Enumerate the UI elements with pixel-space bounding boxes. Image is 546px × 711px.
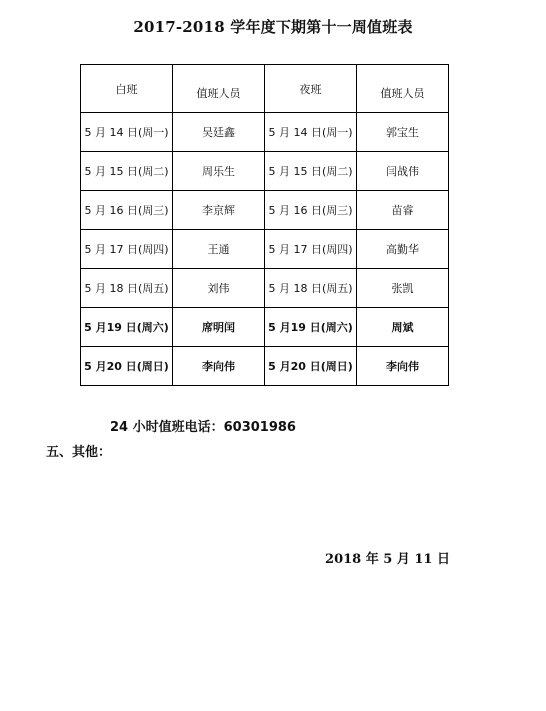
duty-schedule-table bbox=[80, 64, 449, 386]
night-person-cell: 周斌 bbox=[357, 308, 449, 347]
table-row bbox=[81, 308, 449, 347]
duty-phone-line: 24 小时值班电话：60301986 bbox=[110, 420, 296, 435]
table-header-row bbox=[81, 65, 449, 113]
night-person-cell: 李向伟 bbox=[357, 347, 449, 386]
day-person-cell: 席明闰 bbox=[173, 308, 265, 347]
day-person-cell: 刘伟 bbox=[173, 269, 265, 308]
day-date-cell: 5 月 14 日(周一) bbox=[81, 113, 173, 152]
table-row bbox=[81, 230, 449, 269]
night-date-cell: 5 月 15 日(周二) bbox=[265, 152, 357, 191]
day-date-cell: 5 月 17 日(周四) bbox=[81, 230, 173, 269]
header-day-staff: 值班人员 bbox=[173, 65, 265, 113]
day-person-cell: 李京辉 bbox=[173, 191, 265, 230]
night-date-cell: 5 月 16 日(周三) bbox=[265, 191, 357, 230]
day-date-cell: 5 月 15 日(周二) bbox=[81, 152, 173, 191]
night-date-cell: 5 月 14 日(周一) bbox=[265, 113, 357, 152]
other-section-heading: 五、其他： bbox=[46, 445, 112, 460]
night-person-cell: 闫战伟 bbox=[357, 152, 449, 191]
night-date-cell: 5 月19 日(周六) bbox=[265, 308, 357, 347]
table-row bbox=[81, 347, 449, 386]
header-day-shift: 白班 bbox=[81, 65, 173, 113]
night-date-cell: 5 月20 日(周日) bbox=[265, 347, 357, 386]
night-person-cell: 苗睿 bbox=[357, 191, 449, 230]
night-person-cell: 张凯 bbox=[357, 269, 449, 308]
night-date-cell: 5 月 18 日(周五) bbox=[265, 269, 357, 308]
day-person-cell: 吴廷鑫 bbox=[173, 113, 265, 152]
day-date-cell: 5 月19 日(周六) bbox=[81, 308, 173, 347]
header-night-staff: 值班人员 bbox=[357, 65, 449, 113]
issue-date: 2018 年 5 月 11 日 bbox=[325, 552, 450, 567]
day-date-cell: 5 月 16 日(周三) bbox=[81, 191, 173, 230]
table-row bbox=[81, 191, 449, 230]
table-row bbox=[81, 113, 449, 152]
night-date-cell: 5 月 17 日(周四) bbox=[265, 230, 357, 269]
table-row bbox=[81, 269, 449, 308]
header-night-shift: 夜班 bbox=[265, 65, 357, 113]
day-person-cell: 王通 bbox=[173, 230, 265, 269]
day-date-cell: 5 月20 日(周日) bbox=[81, 347, 173, 386]
day-person-cell: 周乐生 bbox=[173, 152, 265, 191]
table-row bbox=[81, 152, 449, 191]
day-date-cell: 5 月 18 日(周五) bbox=[81, 269, 173, 308]
document-title: 2017-2018 学年度下期第十一周值班表 bbox=[133, 18, 413, 36]
night-person-cell: 郭宝生 bbox=[357, 113, 449, 152]
night-person-cell: 高勤华 bbox=[357, 230, 449, 269]
day-person-cell: 李向伟 bbox=[173, 347, 265, 386]
